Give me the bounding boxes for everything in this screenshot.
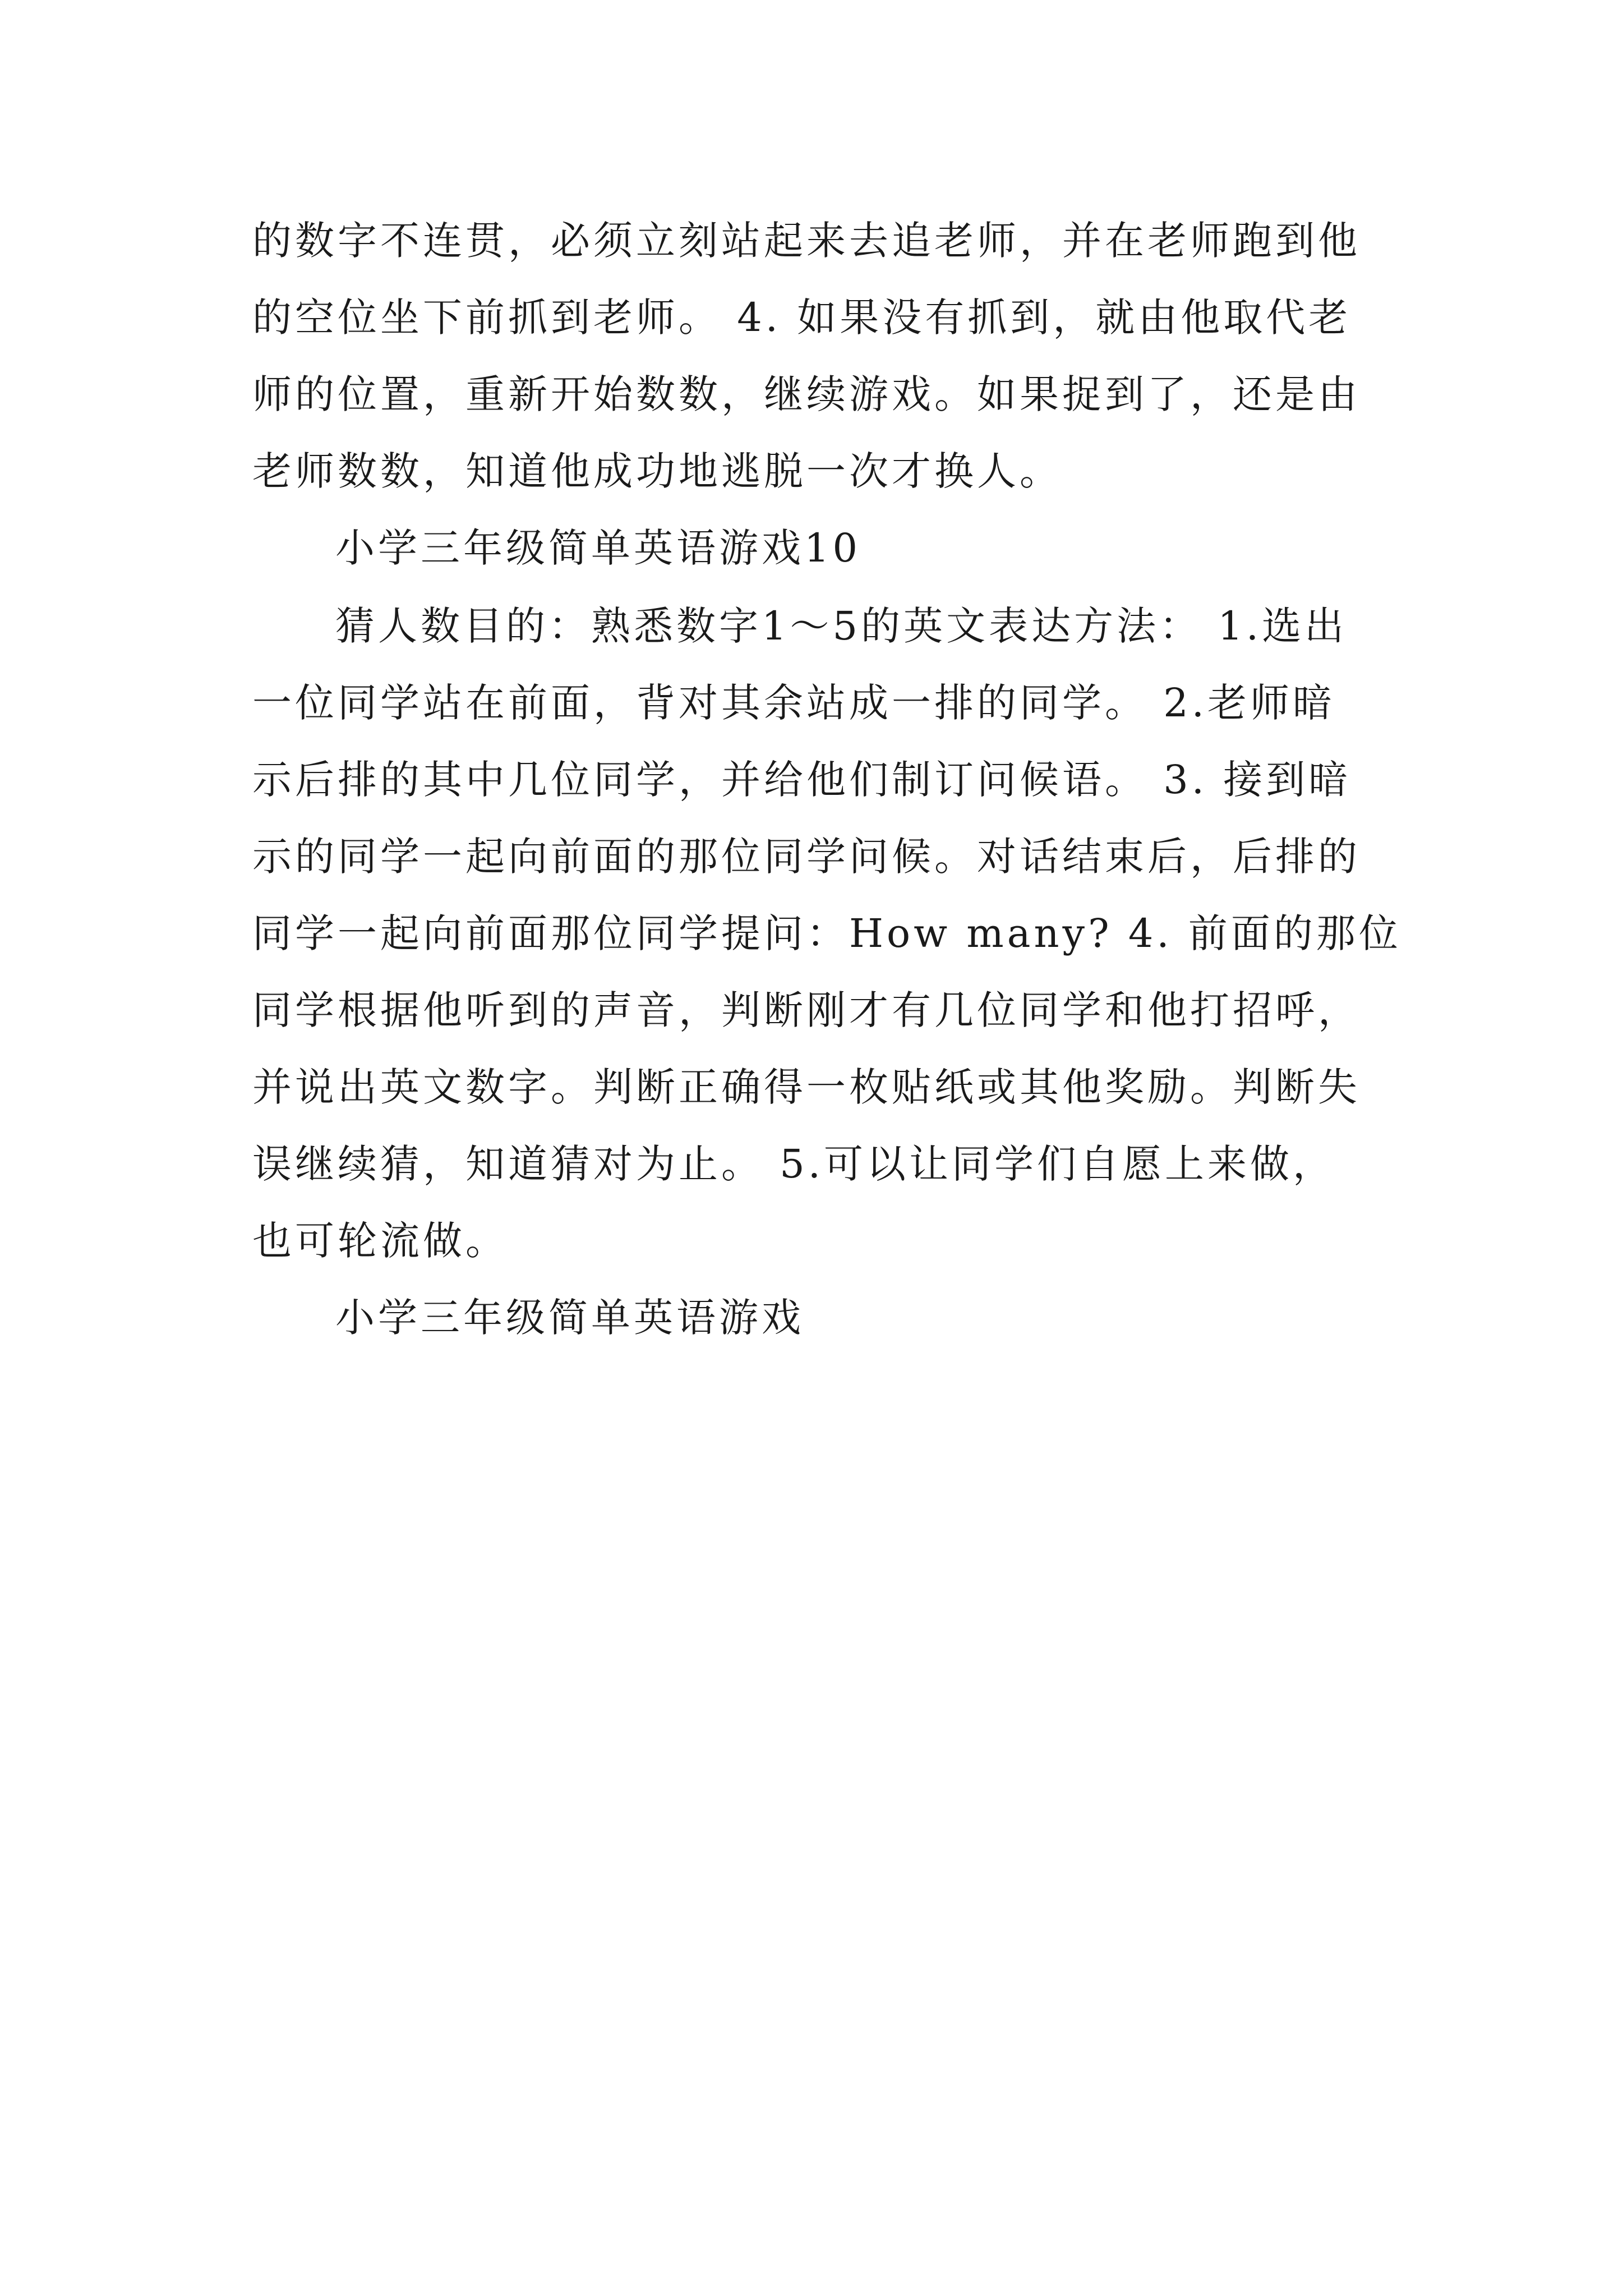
paragraph-line: 猜人数目的：熟悉数字1～5的英文表达方法： 1.选出 — [335, 603, 1348, 649]
paragraph-line: 师的位置，重新开始数数，继续游戏。如果捉到了，还是由 — [252, 371, 1361, 417]
section-heading: 小学三年级简单英语游戏10 — [335, 525, 861, 571]
paragraph-line: 同学一起向前面那位同学提问：How many? 4. 前面的那位 — [252, 910, 1401, 956]
paragraph-line: 误继续猜，知道猜对为止。 5.可以让同学们自愿上来做， — [252, 1141, 1336, 1187]
paragraph-line: 的空位坐下前抓到老师。 4. 如果没有抓到，就由他取代老 — [252, 295, 1352, 341]
paragraph-line: 并说出英文数字。判断正确得一枚贴纸或其他奖励。判断失 — [252, 1064, 1361, 1110]
paragraph-line: 示后排的其中几位同学，并给他们制订问候语。 3. 接到暗 — [252, 757, 1352, 803]
paragraph-line: 一位同学站在前面，背对其余站成一排的同学。 2.老师暗 — [252, 680, 1336, 726]
paragraph-line: 老师数数，知道他成功地逃脱一次才换人。 — [252, 448, 1062, 494]
paragraph-line: 示的同学一起向前面的那位同学问候。对话结束后，后排的 — [252, 834, 1361, 880]
paragraph-line: 也可轮流做。 — [252, 1218, 508, 1264]
section-heading: 小学三年级简单英语游戏 — [335, 1295, 804, 1341]
paragraph-line: 的数字不连贯，必须立刻站起来去追老师，并在老师跑到他 — [252, 218, 1361, 264]
paragraph-line: 同学根据他听到的声音，判断刚才有几位同学和他打招呼， — [252, 987, 1361, 1033]
